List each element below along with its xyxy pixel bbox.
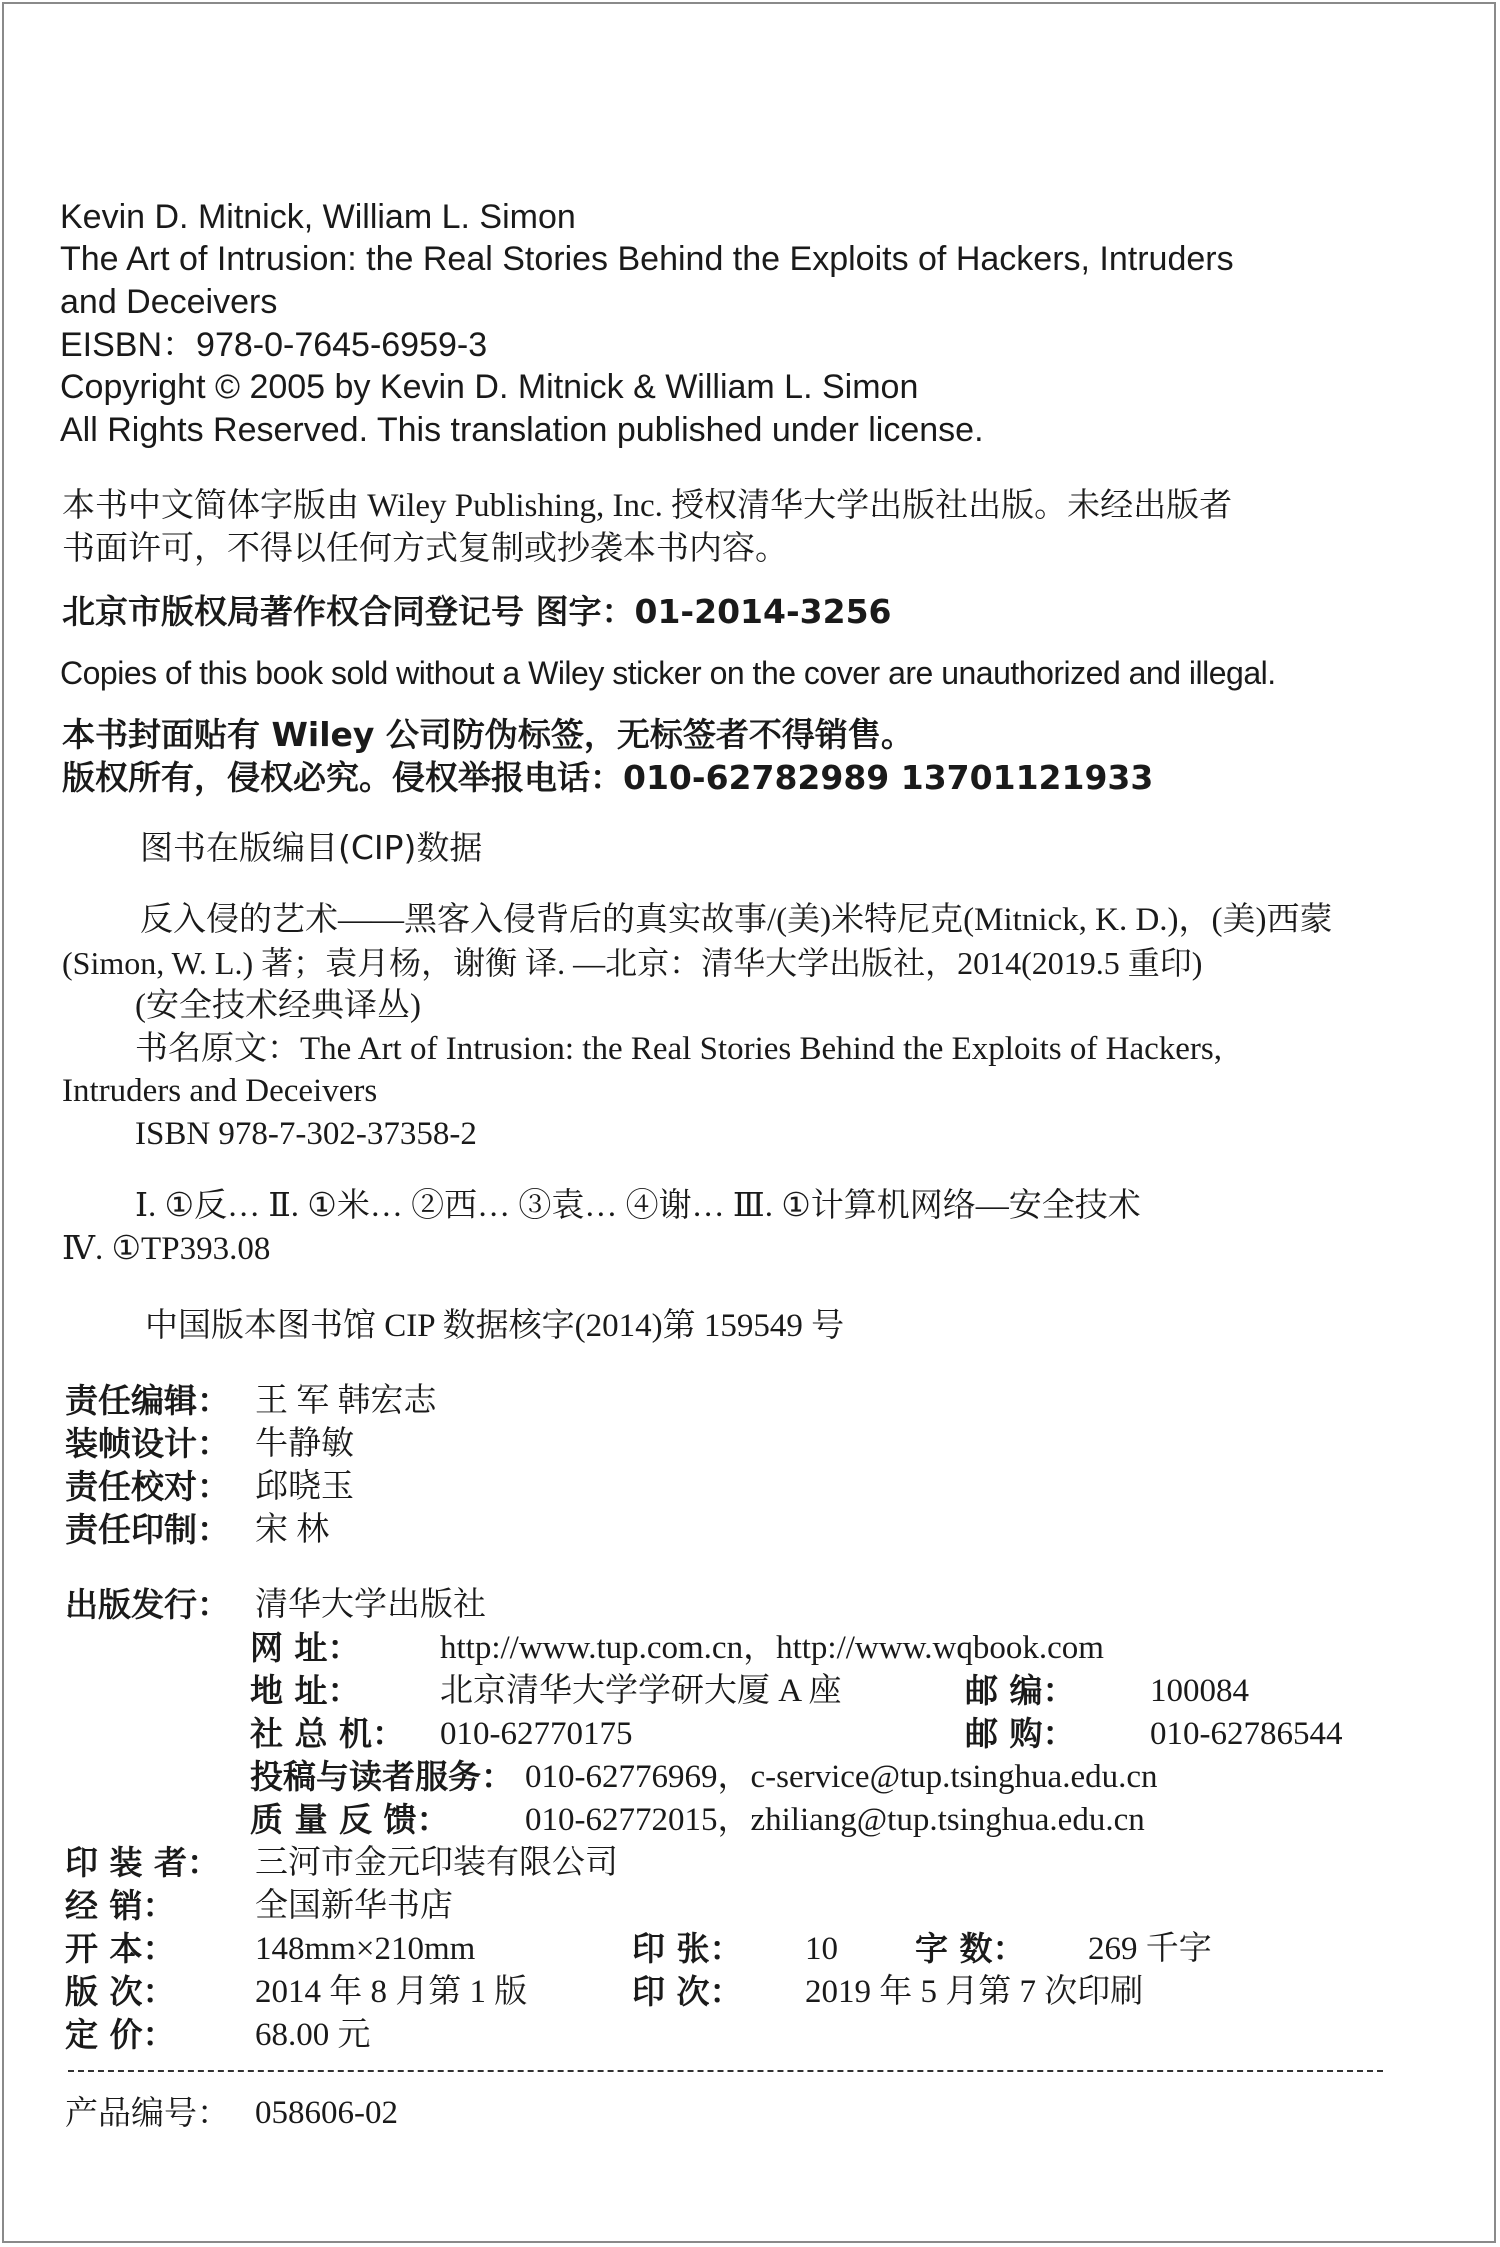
distributor-label: 经 销： (65, 1886, 176, 1925)
editor-label: 责任编辑： (65, 1381, 230, 1420)
cip-line4: 书名原文：The Art of Intrusion: the Real Stories Behind the Exploits of Hackers, (135, 1031, 1222, 1067)
rights-line: All Rights Reserved. This translation published under license. (60, 411, 984, 449)
impression-label: 印 次： (632, 1972, 743, 2011)
original-title-line1: The Art of Intrusion: the Real Stories Behind the Exploits of Hackers, Intruders (60, 240, 1234, 278)
cip-isbn: ISBN 978-7-302-37358-2 (135, 1116, 477, 1152)
format-value: 148mm×210mm (255, 1931, 476, 1967)
printer-value: 三河市金元印装有限公司 (255, 1845, 618, 1881)
registration-line: 北京市版权局著作权合同登记号 图字：01-2014-3256 (62, 592, 892, 631)
proofreader-label: 责任校对： (65, 1467, 230, 1506)
reader-service-value: 010-62776969，c-service@tup.tsinghua.edu.cn (525, 1759, 1158, 1795)
website-label: 网 址： (250, 1628, 361, 1667)
quality-feedback-label: 质 量 反 馈： (250, 1800, 450, 1839)
proofreader-value: 邱晓玉 (255, 1469, 354, 1505)
reader-service-label: 投稿与读者服务： (250, 1757, 514, 1796)
divider-line (68, 2070, 1383, 2072)
editor-value: 王 军 韩宏志 (255, 1383, 437, 1419)
mail-order-value: 010-62786544 (1150, 1716, 1343, 1752)
cip-classification-line1: Ⅰ. ①反… Ⅱ. ①米… ②西… ③袁… ④谢… Ⅲ. ①计算机网络—安全技术 (135, 1188, 1141, 1224)
edition-label: 版 次： (65, 1972, 176, 2011)
publisher-label: 出版发行： (65, 1585, 230, 1624)
edition-value: 2014 年 8 月第 1 版 (255, 1974, 528, 2010)
cip-verification: 中国版本图书馆 CIP 数据核字(2014)第 159549 号 (145, 1308, 845, 1344)
license-line1: 本书中文简体字版由 Wiley Publishing, Inc. 授权清华大学出版社出版。未经出版者 (62, 488, 1233, 524)
price-value: 68.00 元 (255, 2017, 371, 2053)
designer-label: 装帧设计： (65, 1424, 230, 1463)
address-label: 地 址： (250, 1671, 361, 1710)
word-count-label: 字 数： (915, 1929, 1026, 1968)
zip-label: 邮 编： (965, 1671, 1076, 1710)
sheets-label: 印 张： (632, 1929, 743, 1968)
switchboard-label: 社 总 机： (250, 1714, 405, 1753)
address-value: 北京清华大学学研大厦 A 座 (440, 1673, 842, 1709)
price-label: 定 价： (65, 2015, 176, 2054)
zip-value: 100084 (1150, 1673, 1249, 1709)
cip-heading: 图书在版编目(CIP)数据 (140, 828, 483, 867)
cip-classification-line2: Ⅳ. ①TP393.08 (62, 1231, 271, 1267)
cip-line3: (安全技术经典译丛) (135, 988, 421, 1024)
license-line2: 书面许可，不得以任何方式复制或抄袭本书内容。 (62, 531, 788, 567)
print-supervisor-label: 责任印制： (65, 1510, 230, 1549)
sticker-notice-cn: 本书封面贴有 Wiley 公司防伪标签，无标签者不得销售。 (62, 715, 914, 754)
format-label: 开 本： (65, 1929, 176, 1968)
publisher-name: 清华大学出版社 (255, 1587, 486, 1623)
word-count-value: 269 千字 (1088, 1931, 1212, 1967)
cip-line2: (Simon, W. L.) 著；袁月杨，谢衡 译. —北京：清华大学出版社，2014(2019.5 重印) (62, 945, 1203, 981)
product-number-value: 058606-02 (255, 2095, 398, 2131)
sheets-value: 10 (805, 1931, 838, 1967)
impression-value: 2019 年 5 月第 7 次印刷 (805, 1974, 1144, 2010)
cip-line1: 反入侵的艺术——黑客入侵背后的真实故事/(美)米特尼克(Mitnick, K. D.)，(美)西蒙 (140, 902, 1333, 938)
hotline-line: 版权所有，侵权必究。侵权举报电话：010-62782989 13701121933 (62, 758, 1154, 797)
mail-order-label: 邮 购： (965, 1714, 1076, 1753)
distributor-value: 全国新华书店 (255, 1888, 453, 1924)
product-number-label: 产品编号： (65, 2093, 230, 2132)
designer-value: 牛静敏 (255, 1426, 354, 1462)
sticker-notice-en: Copies of this book sold without a Wiley sticker on the cover are unauthorized and illegal. (60, 655, 1276, 691)
cip-line5: Intruders and Deceivers (62, 1073, 378, 1109)
authors-line: Kevin D. Mitnick, William L. Simon (60, 198, 576, 236)
eisbn-line: EISBN：978-0-7645-6959-3 (60, 326, 488, 364)
website-value: http://www.tup.com.cn，http://www.wqbook.com (440, 1630, 1104, 1666)
quality-feedback-value: 010-62772015，zhiliang@tup.tsinghua.edu.cn (525, 1802, 1145, 1838)
printer-label: 印 装 者： (65, 1843, 220, 1882)
switchboard-value: 010-62770175 (440, 1716, 633, 1752)
original-title-line2: and Deceivers (60, 283, 278, 321)
copyright-line: Copyright © 2005 by Kevin D. Mitnick & William L. Simon (60, 368, 919, 406)
print-supervisor-value: 宋 林 (255, 1512, 330, 1548)
